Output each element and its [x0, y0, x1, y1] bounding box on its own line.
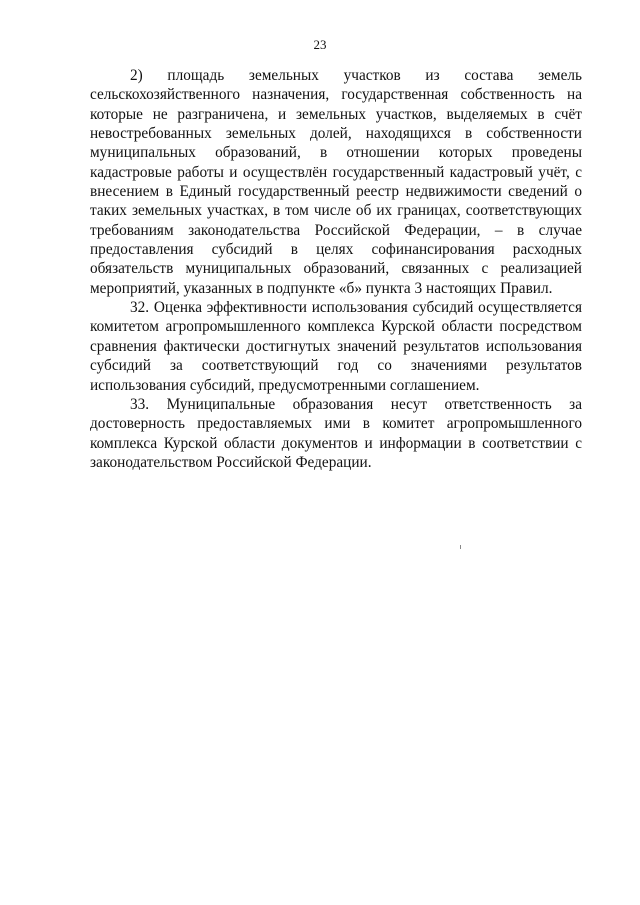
paragraph-33 [90, 395, 582, 472]
text-line: внесением в Единый государственный реестр недвижимости сведений о [90, 183, 582, 201]
text-line: 2) площадь земельных участков из состава земель [130, 67, 582, 84]
text-line: таких земельных участках, в том числе об их границах, соответствующих [90, 202, 582, 220]
document-body [90, 66, 582, 472]
text-line: требованиям законодательства Российской Федерации, – в случае [90, 221, 582, 239]
text-line: использования субсидий, предусмотренными соглашением. [90, 376, 480, 394]
text-line: комитетом агропромышленного комплекса Курской области посредством [90, 318, 582, 336]
paragraph-item-2 [90, 66, 582, 298]
text-line: сравнения фактически достигнутых значений результатов использования [90, 337, 582, 355]
text-line: 32. Оценка эффективности использования субсидий осуществляется [130, 299, 582, 317]
text-line: достоверность предоставляемых ими в комитет агропромышленного [90, 415, 582, 433]
text-line: предоставления субсидий в целях софинансирования расходных [90, 241, 582, 259]
text-line: мероприятий, указанных в подпункте «б» пункта 3 настоящих Правил. [90, 279, 553, 297]
scan-speck [460, 545, 461, 549]
text-line: муниципальных образований, в отношении которых проведены [90, 144, 582, 162]
text-line: которые не разграничена, и земельных участков, выделяемых в счёт [90, 105, 582, 123]
text-line: сельскохозяйственного назначения, государственная собственность на [90, 86, 582, 104]
text-line: обязательств муниципальных образований, связанных с реализацией [90, 260, 582, 278]
text-line: комплекса Курской области документов и информации в соответствии с [90, 434, 582, 452]
text-line: кадастровые работы и осуществлён государственный кадастровый учёт, с [90, 163, 582, 181]
text-line: невостребованных земельных долей, находящихся в собственности [90, 125, 582, 143]
text-line: законодательством Российской Федерации. [90, 453, 372, 471]
paragraph-32 [90, 298, 582, 395]
text-line: субсидий за соответствующий год со значениями результатов [90, 357, 582, 375]
text-line: 33. Муниципальные образования несут ответственность за [130, 395, 582, 413]
page-number: 23 [313, 37, 327, 52]
